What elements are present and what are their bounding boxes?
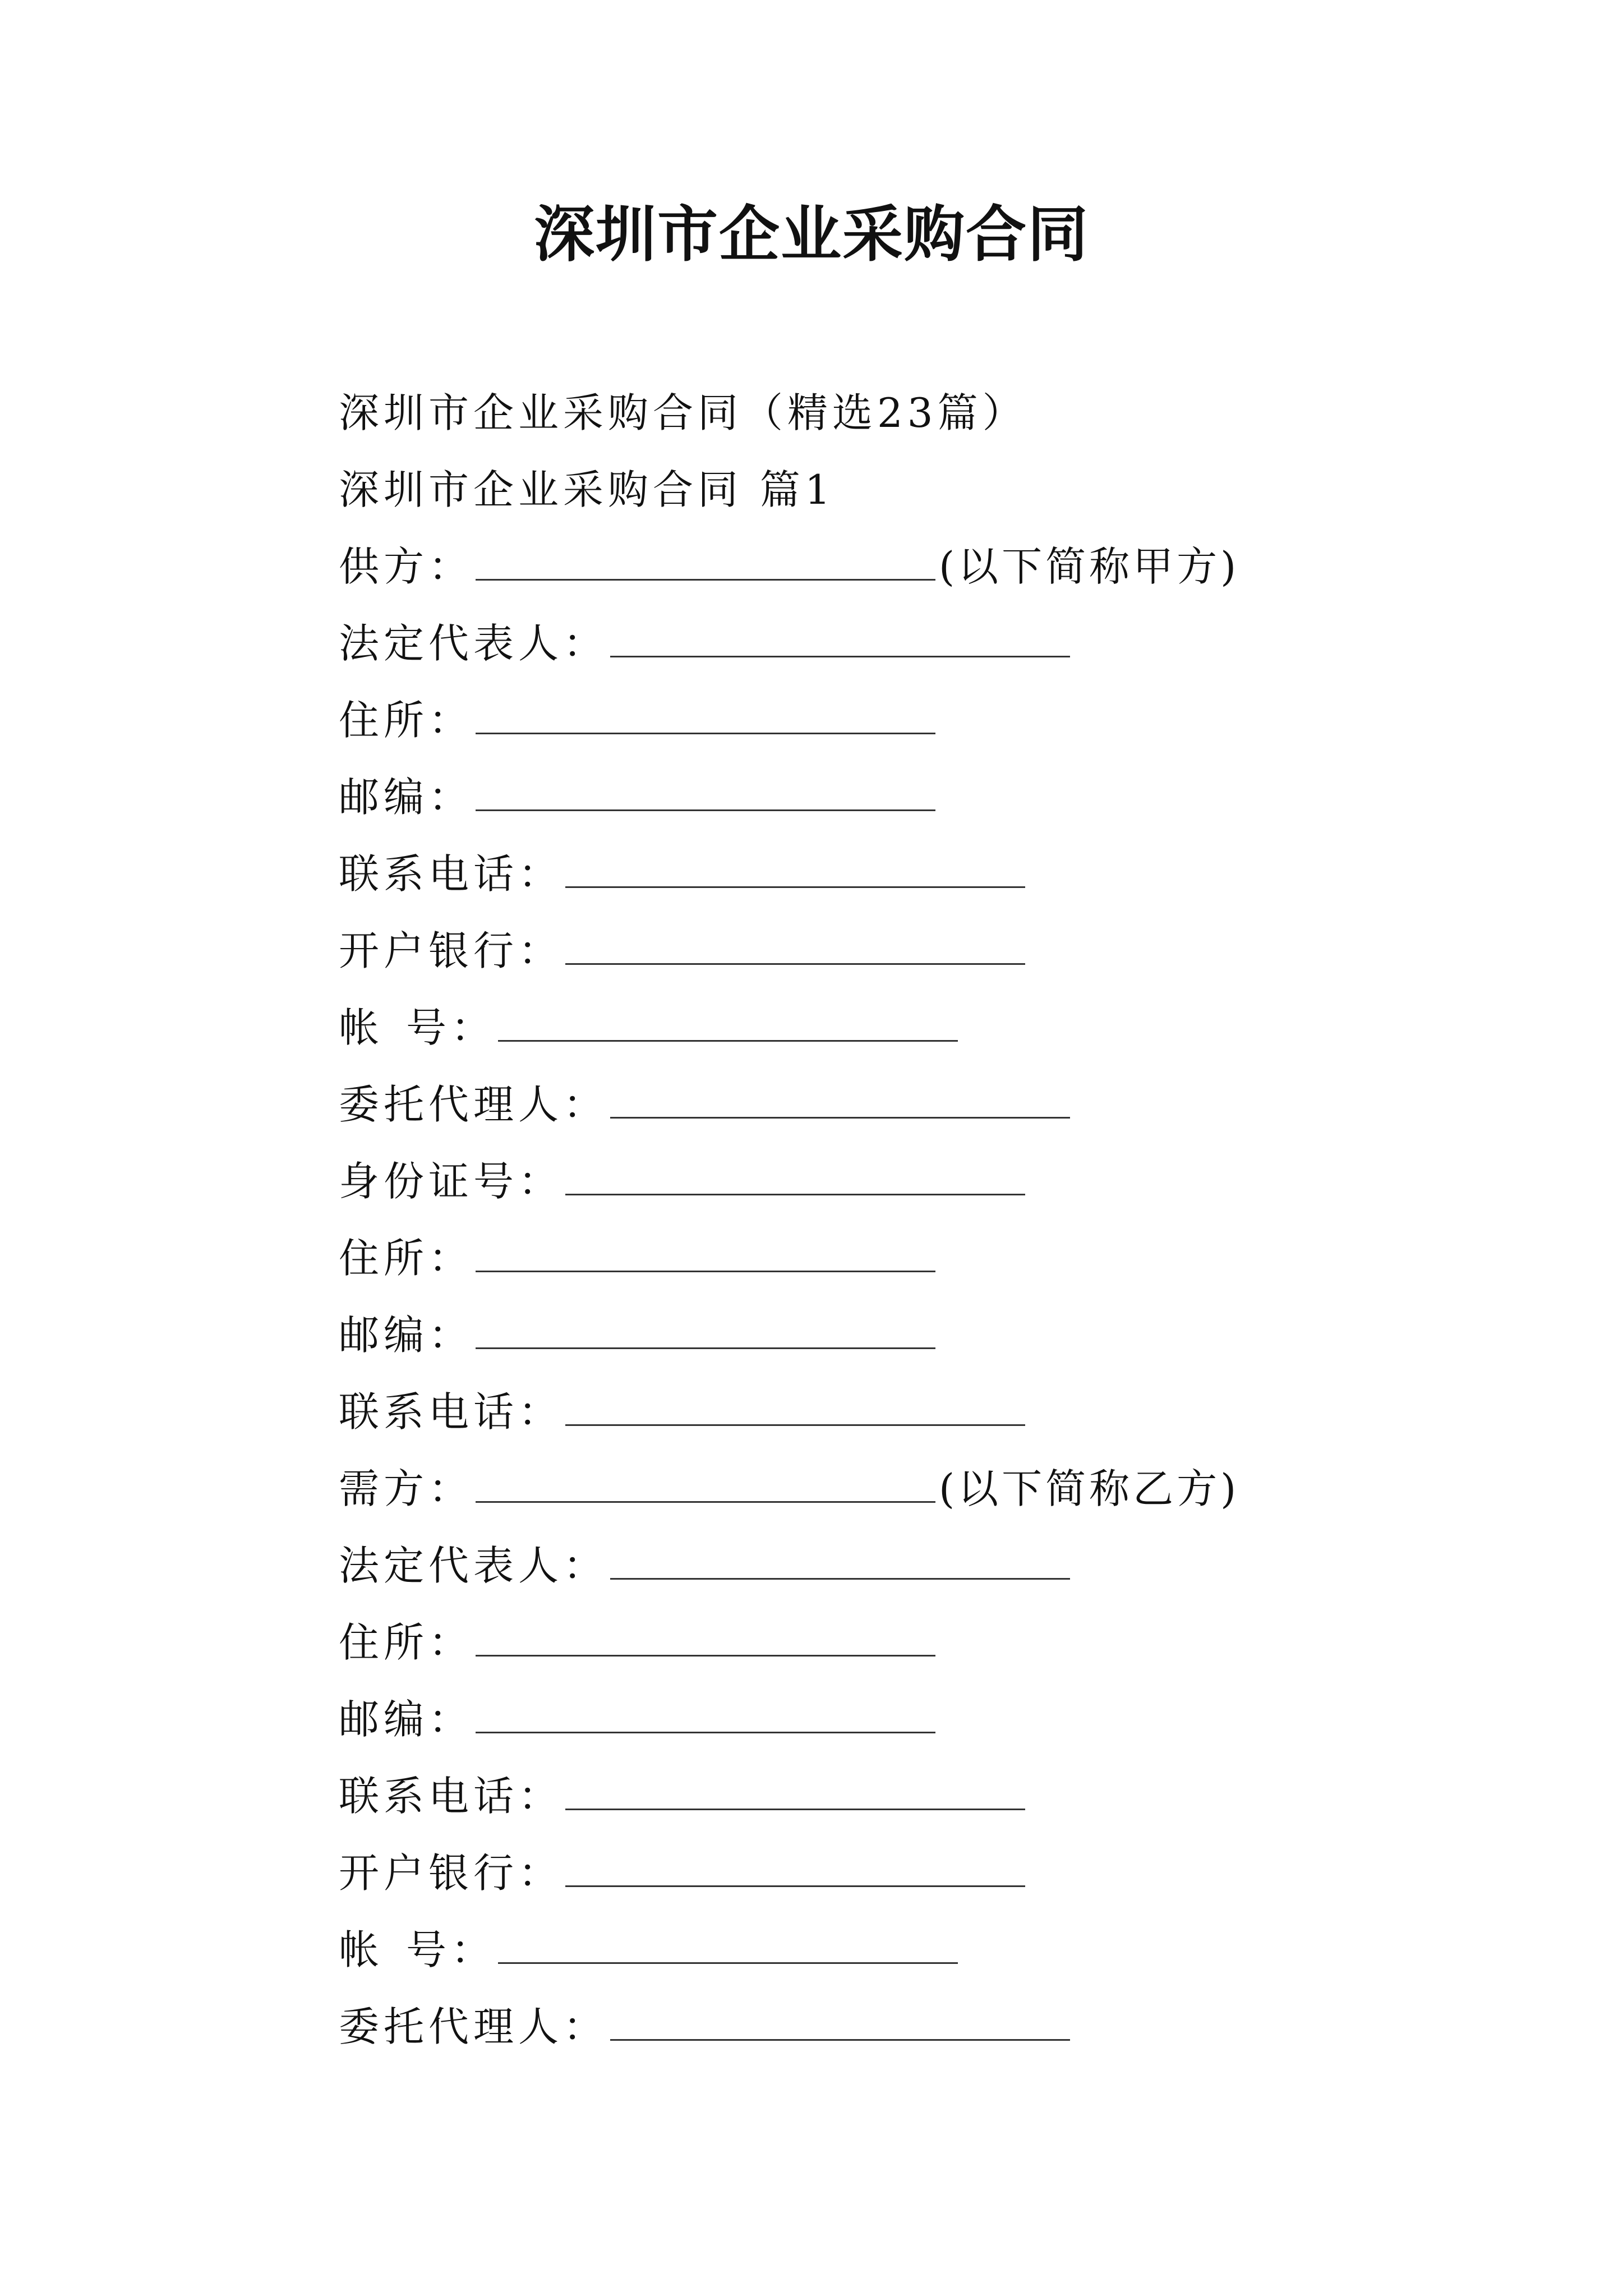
supplier-account-row <box>339 990 1460 1066</box>
buyer-bank-row <box>339 1835 1460 1912</box>
document-subtitle: 深圳市企业采购合同（精选23篇） <box>339 389 1027 436</box>
supplier-agent-row <box>339 1066 1460 1143</box>
supplier-agent-label: 委托代理人： <box>339 1081 608 1128</box>
supplier-agent-postcode-label: 邮编： <box>339 1312 474 1359</box>
supplier-address-row <box>339 682 1460 759</box>
buyer-bank-label: 开户银行： <box>339 1849 564 1897</box>
supplier-agent-phone-label: 联系电话： <box>339 1388 564 1435</box>
buyer-account-blank[interactable] <box>498 1940 958 1964</box>
section-heading: 深圳市企业采购合同 篇1 <box>339 466 835 513</box>
supplier-postcode-blank[interactable] <box>476 787 935 811</box>
buyer-agent-label: 委托代理人： <box>339 2003 608 2050</box>
buyer-postcode-row <box>339 1681 1460 1758</box>
buyer-agent-blank[interactable] <box>610 2017 1070 2041</box>
supplier-phone-label: 联系电话： <box>339 850 564 898</box>
supplier-legal-rep-blank[interactable] <box>610 633 1070 657</box>
supplier-bank-blank[interactable] <box>565 941 1025 965</box>
buyer-legal-rep-blank[interactable] <box>610 1556 1070 1580</box>
supplier-agent-address-row <box>339 1220 1460 1297</box>
supplier-phone-blank[interactable] <box>565 864 1025 888</box>
supplier-party-label: 供方： <box>339 543 474 590</box>
supplier-id-blank[interactable] <box>565 1171 1025 1195</box>
buyer-postcode-blank[interactable] <box>476 1709 935 1733</box>
supplier-agent-address-blank[interactable] <box>476 1248 935 1272</box>
supplier-postcode-row <box>339 759 1460 836</box>
supplier-agent-postcode-row <box>339 1297 1460 1374</box>
supplier-legal-rep-row <box>339 605 1460 682</box>
supplier-postcode-label: 邮编： <box>339 774 474 821</box>
supplier-id-label: 身份证号： <box>339 1158 564 1205</box>
document-body <box>339 375 1460 2065</box>
supplier-legal-rep-label: 法定代表人： <box>339 620 608 667</box>
supplier-address-label: 住所： <box>339 697 474 744</box>
supplier-id-row <box>339 1143 1460 1220</box>
buyer-address-label: 住所： <box>339 1619 474 1666</box>
buyer-phone-row <box>339 1758 1460 1835</box>
supplier-account-label-a: 帐 <box>339 1004 384 1051</box>
buyer-phone-blank[interactable] <box>565 1786 1025 1810</box>
supplier-agent-postcode-blank[interactable] <box>476 1325 935 1349</box>
supplier-agent-blank[interactable] <box>610 1094 1070 1119</box>
supplier-account-blank[interactable] <box>498 1018 958 1042</box>
supplier-bank-label: 开户银行： <box>339 927 564 974</box>
supplier-phone-row <box>339 836 1460 913</box>
buyer-party-suffix: (以下简称乙方) <box>939 1465 1240 1512</box>
supplier-name-blank[interactable] <box>476 556 935 581</box>
buyer-bank-blank[interactable] <box>565 1863 1025 1887</box>
buyer-account-row <box>339 1912 1460 1989</box>
buyer-address-row <box>339 1604 1460 1681</box>
supplier-agent-phone-blank[interactable] <box>565 1402 1025 1426</box>
supplier-agent-address-label: 住所： <box>339 1235 474 1282</box>
document-title: 深圳市企业采购合同 <box>533 199 1089 270</box>
buyer-address-blank[interactable] <box>476 1632 935 1657</box>
buyer-agent-row <box>339 1989 1460 2065</box>
buyer-postcode-label: 邮编： <box>339 1696 474 1743</box>
supplier-account-label-b: 号： <box>406 1004 496 1051</box>
supplier-party-row <box>339 528 1460 605</box>
buyer-phone-label: 联系电话： <box>339 1773 564 1820</box>
supplier-bank-row <box>339 913 1460 990</box>
buyer-account-label-b: 号： <box>406 1926 496 1973</box>
supplier-address-blank[interactable] <box>476 710 935 734</box>
buyer-legal-rep-row <box>339 1527 1460 1604</box>
buyer-party-row <box>339 1451 1460 1527</box>
buyer-name-blank[interactable] <box>476 1479 935 1503</box>
supplier-party-suffix: (以下简称甲方) <box>939 543 1240 590</box>
supplier-agent-phone-row <box>339 1374 1460 1451</box>
buyer-legal-rep-label: 法定代表人： <box>339 1542 608 1589</box>
buyer-party-label: 需方： <box>339 1465 474 1512</box>
buyer-account-label-a: 帐 <box>339 1926 384 1973</box>
